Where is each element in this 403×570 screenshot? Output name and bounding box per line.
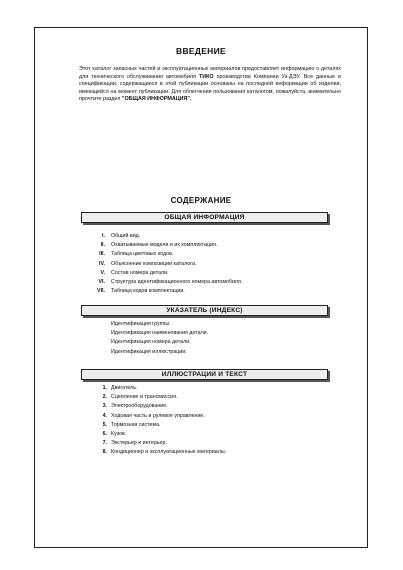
list-item — [35, 329, 367, 338]
list-item — [35, 348, 367, 357]
item-number: 6. — [102, 430, 107, 437]
item-number: I. — [102, 233, 105, 239]
item-number: 3. — [102, 403, 107, 410]
index-list — [35, 320, 367, 357]
general-info-list — [35, 232, 367, 296]
page-frame — [34, 27, 368, 548]
list-item — [35, 250, 367, 259]
item-label: Таблица кодов комплектации. — [111, 288, 185, 295]
intro-title: ВВЕДЕНИЕ — [176, 46, 226, 56]
intro-text-part2: производства Компании Уз-ДЭУ. Все данные и спецификации, содержащиеся в этой публикации основаны на последней информации об изделии, имеющейся на момент публикации. Для облегчения пользования каталогом, пожалуйста, внимательно прочтите раздел — [79, 73, 342, 103]
item-number: 7. — [102, 440, 107, 447]
item-number: II. — [100, 242, 105, 249]
item-number: V. — [100, 269, 105, 276]
item-label: Тормозная система. — [111, 421, 161, 428]
list-item — [35, 421, 367, 430]
item-number: 4. — [102, 412, 107, 419]
item-label: Состав номера детали. — [111, 269, 169, 276]
item-label: Общий вид. — [111, 233, 141, 239]
list-item — [35, 448, 367, 457]
item-label: Сцепление и трансмиссия. — [111, 394, 178, 401]
general-info-heading: ОБЩАЯ ИНФОРМАЦИЯ — [81, 212, 328, 223]
list-item — [35, 439, 367, 448]
list-item — [35, 232, 367, 241]
item-label: Таблица цветовых кодов. — [111, 251, 174, 258]
item-number: III. — [99, 251, 105, 258]
intro-model-name: ТИКО — [198, 73, 214, 80]
item-label: Структура идентификационного номера автомобиля. — [111, 278, 243, 285]
list-item — [35, 320, 367, 329]
illustrations-list — [35, 384, 367, 458]
intro-text-part1: Этот каталог запасных частей и эксплуатационных материалов предоставляет информацию о деталях для технического обслуживания автомобиля — [79, 66, 341, 80]
item-label: Идентификация номера детали. — [111, 339, 191, 346]
item-label: Двигатель. — [111, 385, 138, 391]
item-number: IV. — [99, 260, 105, 267]
intro-section-reference: "ОБЩАЯ ИНФОРМАЦИЯ". — [121, 96, 192, 103]
list-item — [35, 402, 367, 411]
item-label: Идентификация наименования детали. — [111, 330, 209, 337]
item-number: 1. — [102, 385, 107, 391]
item-number: 2. — [102, 394, 107, 401]
item-label: Кондиционер и эксплуатационные материалы. — [111, 449, 227, 456]
item-label: Экстерьер и интерьер. — [111, 440, 167, 447]
list-item — [35, 384, 367, 393]
list-item — [35, 393, 367, 402]
item-label: Кузов. — [111, 430, 127, 437]
illustrations-heading: ИЛЛЮСТРАЦИИ И ТЕКСТ — [81, 369, 328, 380]
list-item — [35, 412, 367, 421]
item-number: VII. — [97, 288, 105, 295]
list-item — [35, 287, 367, 296]
list-item — [35, 430, 367, 439]
item-label: Электрооборудование. — [111, 403, 168, 410]
item-number: VI. — [98, 278, 105, 285]
item-label: Идентификация иллюстрации. — [111, 348, 187, 355]
list-item — [35, 338, 367, 347]
index-heading: УКАЗАТЕЛЬ (ИНДЕКС) — [81, 305, 328, 316]
list-item — [35, 278, 367, 287]
item-label: Ходовая часть и рулевое управление. — [111, 412, 205, 419]
item-number: 5. — [102, 421, 107, 428]
list-item — [35, 269, 367, 278]
item-number: 8. — [102, 449, 107, 456]
list-item — [35, 260, 367, 269]
list-item — [35, 241, 367, 250]
item-label: Объяснение композиции каталога. — [111, 260, 197, 267]
item-label: Охватываемые модели и их комплектация. — [111, 242, 218, 249]
intro-paragraph — [79, 66, 341, 104]
contents-title: СОДЕРЖАНИЕ — [170, 196, 232, 205]
item-label: Идентификация группы. — [111, 321, 171, 327]
